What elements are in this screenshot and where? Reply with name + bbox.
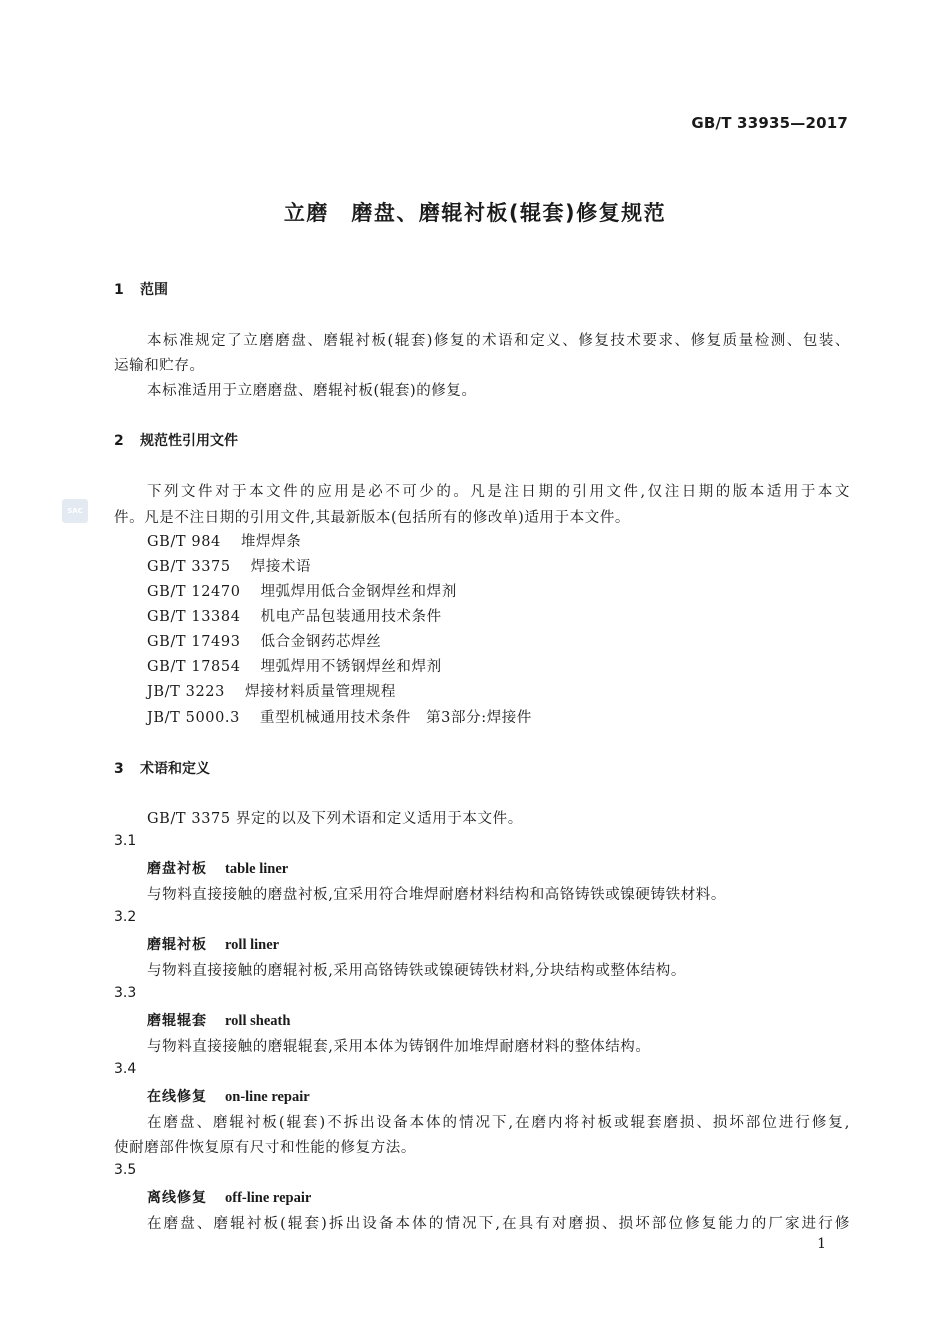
term-heading [147, 1086, 310, 1106]
reference-title: 埋弧焊用不锈钢焊丝和焊剂 [260, 659, 442, 675]
reference-code: GB/T 984 [147, 534, 221, 550]
term-definition: 与物料直接接触的磨辊衬板,采用高铬铸铁或镍硬铸铁材料,分块结构或整体结构。 [147, 963, 686, 979]
section-title: 范围 [140, 282, 168, 298]
reference-code: GB/T 12470 [147, 584, 241, 600]
reference-item [147, 530, 301, 551]
reference-code: GB/T 13384 [147, 609, 241, 625]
term-en: off-line repair [225, 1190, 312, 1206]
reference-title: 堆焊焊条 [240, 534, 302, 550]
reference-title: 重型机械通用技术条件 第3部分:焊接件 [259, 710, 532, 726]
term-definition-line-1: 在磨盘、磨辊衬板(辊套)不拆出设备本体的情况下,在磨内将衬板或辊套磨损、损坏部位进行修复, [147, 1115, 850, 1131]
term-number: 3.1 [114, 833, 137, 849]
reference-code: GB/T 17854 [147, 659, 241, 675]
term-definition-line-1: 在磨盘、磨辊衬板(辊套)拆出设备本体的情况下,在具有对磨损、损坏部位修复能力的厂家进行修 [147, 1216, 850, 1232]
reference-code: JB/T 3223 [147, 684, 225, 700]
term-zh: 离线修复 [147, 1190, 207, 1206]
section-3-heading [114, 758, 210, 778]
section-2-heading [114, 430, 238, 450]
reference-title: 机电产品包装通用技术条件 [260, 609, 442, 625]
s1-paragraph-2: 本标准适用于立磨磨盘、磨辊衬板(辊套)的修复。 [147, 383, 477, 399]
term-definition: 与物料直接接触的磨盘衬板,宜采用符合堆焊耐磨材料结构和高铬铸铁或镍硬铸铁材料。 [147, 887, 727, 903]
s1-paragraph-1-line-1: 本标准规定了立磨磨盘、磨辊衬板(辊套)修复的术语和定义、修复技术要求、修复质量检测、包装、 [147, 333, 850, 349]
term-en: roll sheath [225, 1013, 291, 1029]
reference-code: JB/T 5000.3 [147, 710, 240, 726]
section-title: 规范性引用文件 [140, 433, 238, 449]
term-definition: 与物料直接接触的磨辊辊套,采用本体为铸钢件加堆焊耐磨材料的整体结构。 [147, 1039, 651, 1055]
reference-code: GB/T 3375 [147, 559, 231, 575]
standard-number: GB/T 33935—2017 [691, 114, 848, 132]
term-number: 3.2 [114, 909, 137, 925]
section-number: 3 [114, 761, 124, 777]
section-title: 术语和定义 [140, 761, 210, 777]
reference-title: 低合金钢药芯焊丝 [260, 634, 382, 650]
term-en: table liner [225, 861, 289, 877]
term-zh: 在线修复 [147, 1089, 207, 1105]
reference-item [147, 605, 442, 626]
term-zh: 磨辊辊套 [147, 1013, 207, 1029]
section-number: 2 [114, 433, 124, 449]
section-number: 1 [114, 282, 124, 298]
term-number: 3.3 [114, 985, 137, 1001]
reference-item [147, 630, 381, 651]
s3-intro: GB/T 3375 界定的以及下列术语和定义适用于本文件。 [147, 811, 523, 827]
watermark-text: SAC [67, 507, 83, 515]
term-zh: 磨辊衬板 [147, 937, 207, 953]
term-definition-line-2: 使耐磨部件恢复原有尺寸和性能的修复方法。 [114, 1140, 416, 1156]
term-number: 3.4 [114, 1061, 137, 1077]
section-1-heading [114, 279, 168, 299]
reference-item [147, 680, 396, 701]
term-number: 3.5 [114, 1162, 137, 1178]
reference-title: 埋弧焊用低合金钢焊丝和焊剂 [260, 584, 457, 600]
term-heading [147, 934, 279, 954]
document-title: 立磨 磨盘、磨辊衬板(辊套)修复规范 [283, 201, 667, 225]
s2-paragraph-line-2: 件。凡是不注日期的引用文件,其最新版本(包括所有的修改单)适用于本文件。 [114, 510, 631, 526]
s2-paragraph-line-1: 下列文件对于本文件的应用是必不可少的。凡是注日期的引用文件,仅注日期的版本适用于本文 [147, 484, 850, 500]
term-heading [147, 1187, 311, 1207]
term-heading [147, 858, 288, 878]
reference-item [147, 555, 311, 576]
reference-item [147, 655, 442, 676]
page-number: 1 [817, 1236, 826, 1252]
term-zh: 磨盘衬板 [147, 861, 207, 877]
term-heading [147, 1010, 290, 1030]
reference-item [147, 706, 532, 727]
sac-watermark-logo [62, 499, 88, 523]
reference-item [147, 580, 457, 601]
term-en: on-line repair [225, 1089, 310, 1105]
reference-code: GB/T 17493 [147, 634, 241, 650]
s1-paragraph-1-line-2: 运输和贮存。 [114, 358, 205, 374]
term-en: roll liner [225, 937, 280, 953]
reference-title: 焊接材料质量管理规程 [244, 684, 396, 700]
reference-title: 焊接术语 [250, 559, 312, 575]
